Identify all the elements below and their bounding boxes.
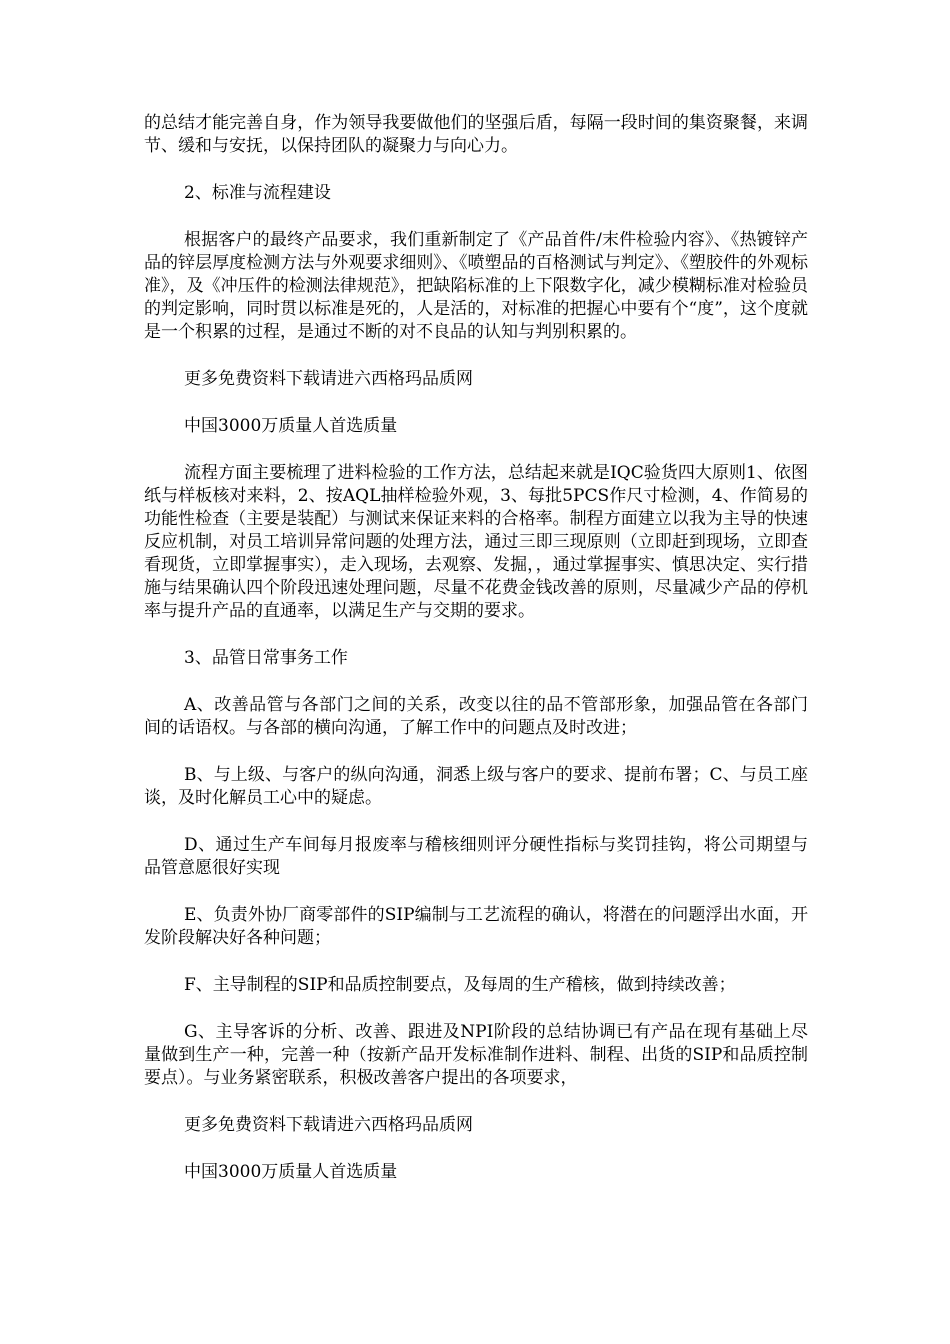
list-item-g: G、主导客诉的分析、改善、跟进及NPI阶段的总结协调已有产品在现有基础上尽量做到生产一种，完善一种（按新产品开发标准制作进料、制程、出货的SIP和品质控制要点）。与业务紧密联系，积极改善客户提出的各项要求， xyxy=(144,1022,808,1088)
paragraph-continuation: 的总结才能完善自身，作为领导我要做他们的坚强后盾，每隔一段时间的集资聚餐，来调节、缓和与安抚，以保持团队的凝聚力与向心力。 xyxy=(144,113,808,156)
promo-line: 更多免费资料下载请进六西格玛品质网 xyxy=(184,1115,473,1135)
section-heading-daily-work: 3、品管日常事务工作 xyxy=(184,648,348,668)
promo-line: 更多免费资料下载请进六西格玛品质网 xyxy=(184,369,473,389)
list-item-f: F、主导制程的SIP和品质控制要点，及每周的生产稽核，做到持续改善； xyxy=(184,975,736,995)
list-item-b: B、与上级、与客户的纵向沟通，洞悉上级与客户的要求、提前布署；C、与员工座谈，及时化解员工心中的疑虑。 xyxy=(144,765,808,808)
list-item-d: D、通过生产车间每月报废率与稽核细则评分硬性指标与奖罚挂钩，将公司期望与品管意愿很好实现 xyxy=(144,835,808,878)
list-item-a: A、改善品管与各部门之间的关系，改变以往的品不管部形象，加强品管在各部门间的话语权。与各部的横向沟通，了解工作中的问题点及时改进； xyxy=(144,695,808,738)
promo-line: 中国3000万质量人首选质量 xyxy=(184,1162,398,1182)
list-item-e: E、负责外协厂商零部件的SIP编制与工艺流程的确认，将潜在的问题浮出水面，开发阶段解决好各种问题； xyxy=(144,905,808,948)
document-body xyxy=(144,112,808,1208)
section-heading-standards: 2、标准与流程建设 xyxy=(184,183,331,203)
promo-line: 中国3000万质量人首选质量 xyxy=(184,416,398,436)
paragraph-process: 流程方面主要梳理了进料检验的工作方法，总结起来就是IQC验货四大原则1、依图纸与样板核对来料，2、按AQL抽样检验外观，3、每批5PCS作尺寸检测，4、作简易的功能性检查（主要是装配）与测试来保证来料的合格率。制程方面建立以我为主导的快速反应机制，对员工培训异常问题的处理方法，通过三即三现原则（立即赶到现场，立即查看现货，立即掌握事实），走入现场，去观察、发掘，，通过掌握事实、慎思决定、实行措施与结果确认四个阶段迅速处理问题，尽量不花费金钱改善的原则，尽量减少产品的停机率与提升产品的直通率，以满足生产与交期的要求。 xyxy=(144,463,808,621)
paragraph-standards: 根据客户的最终产品要求，我们重新制定了《产品首件/末件检验内容》、《热镀锌产品的锌层厚度检测方法与外观要求细则》、《喷塑品的百格测试与判定》、《塑胶件的外观标准》，及《冲压件的检测法律规范》，把缺陷标准的上下限数字化，减少模糊标准对检验员的判定影响，同时贯以标准是死的，人是活的，对标准的把握心中要有个“度”，这个度就是一个积累的过程，是通过不断的对不良品的认知与判别积累的。 xyxy=(144,230,808,342)
